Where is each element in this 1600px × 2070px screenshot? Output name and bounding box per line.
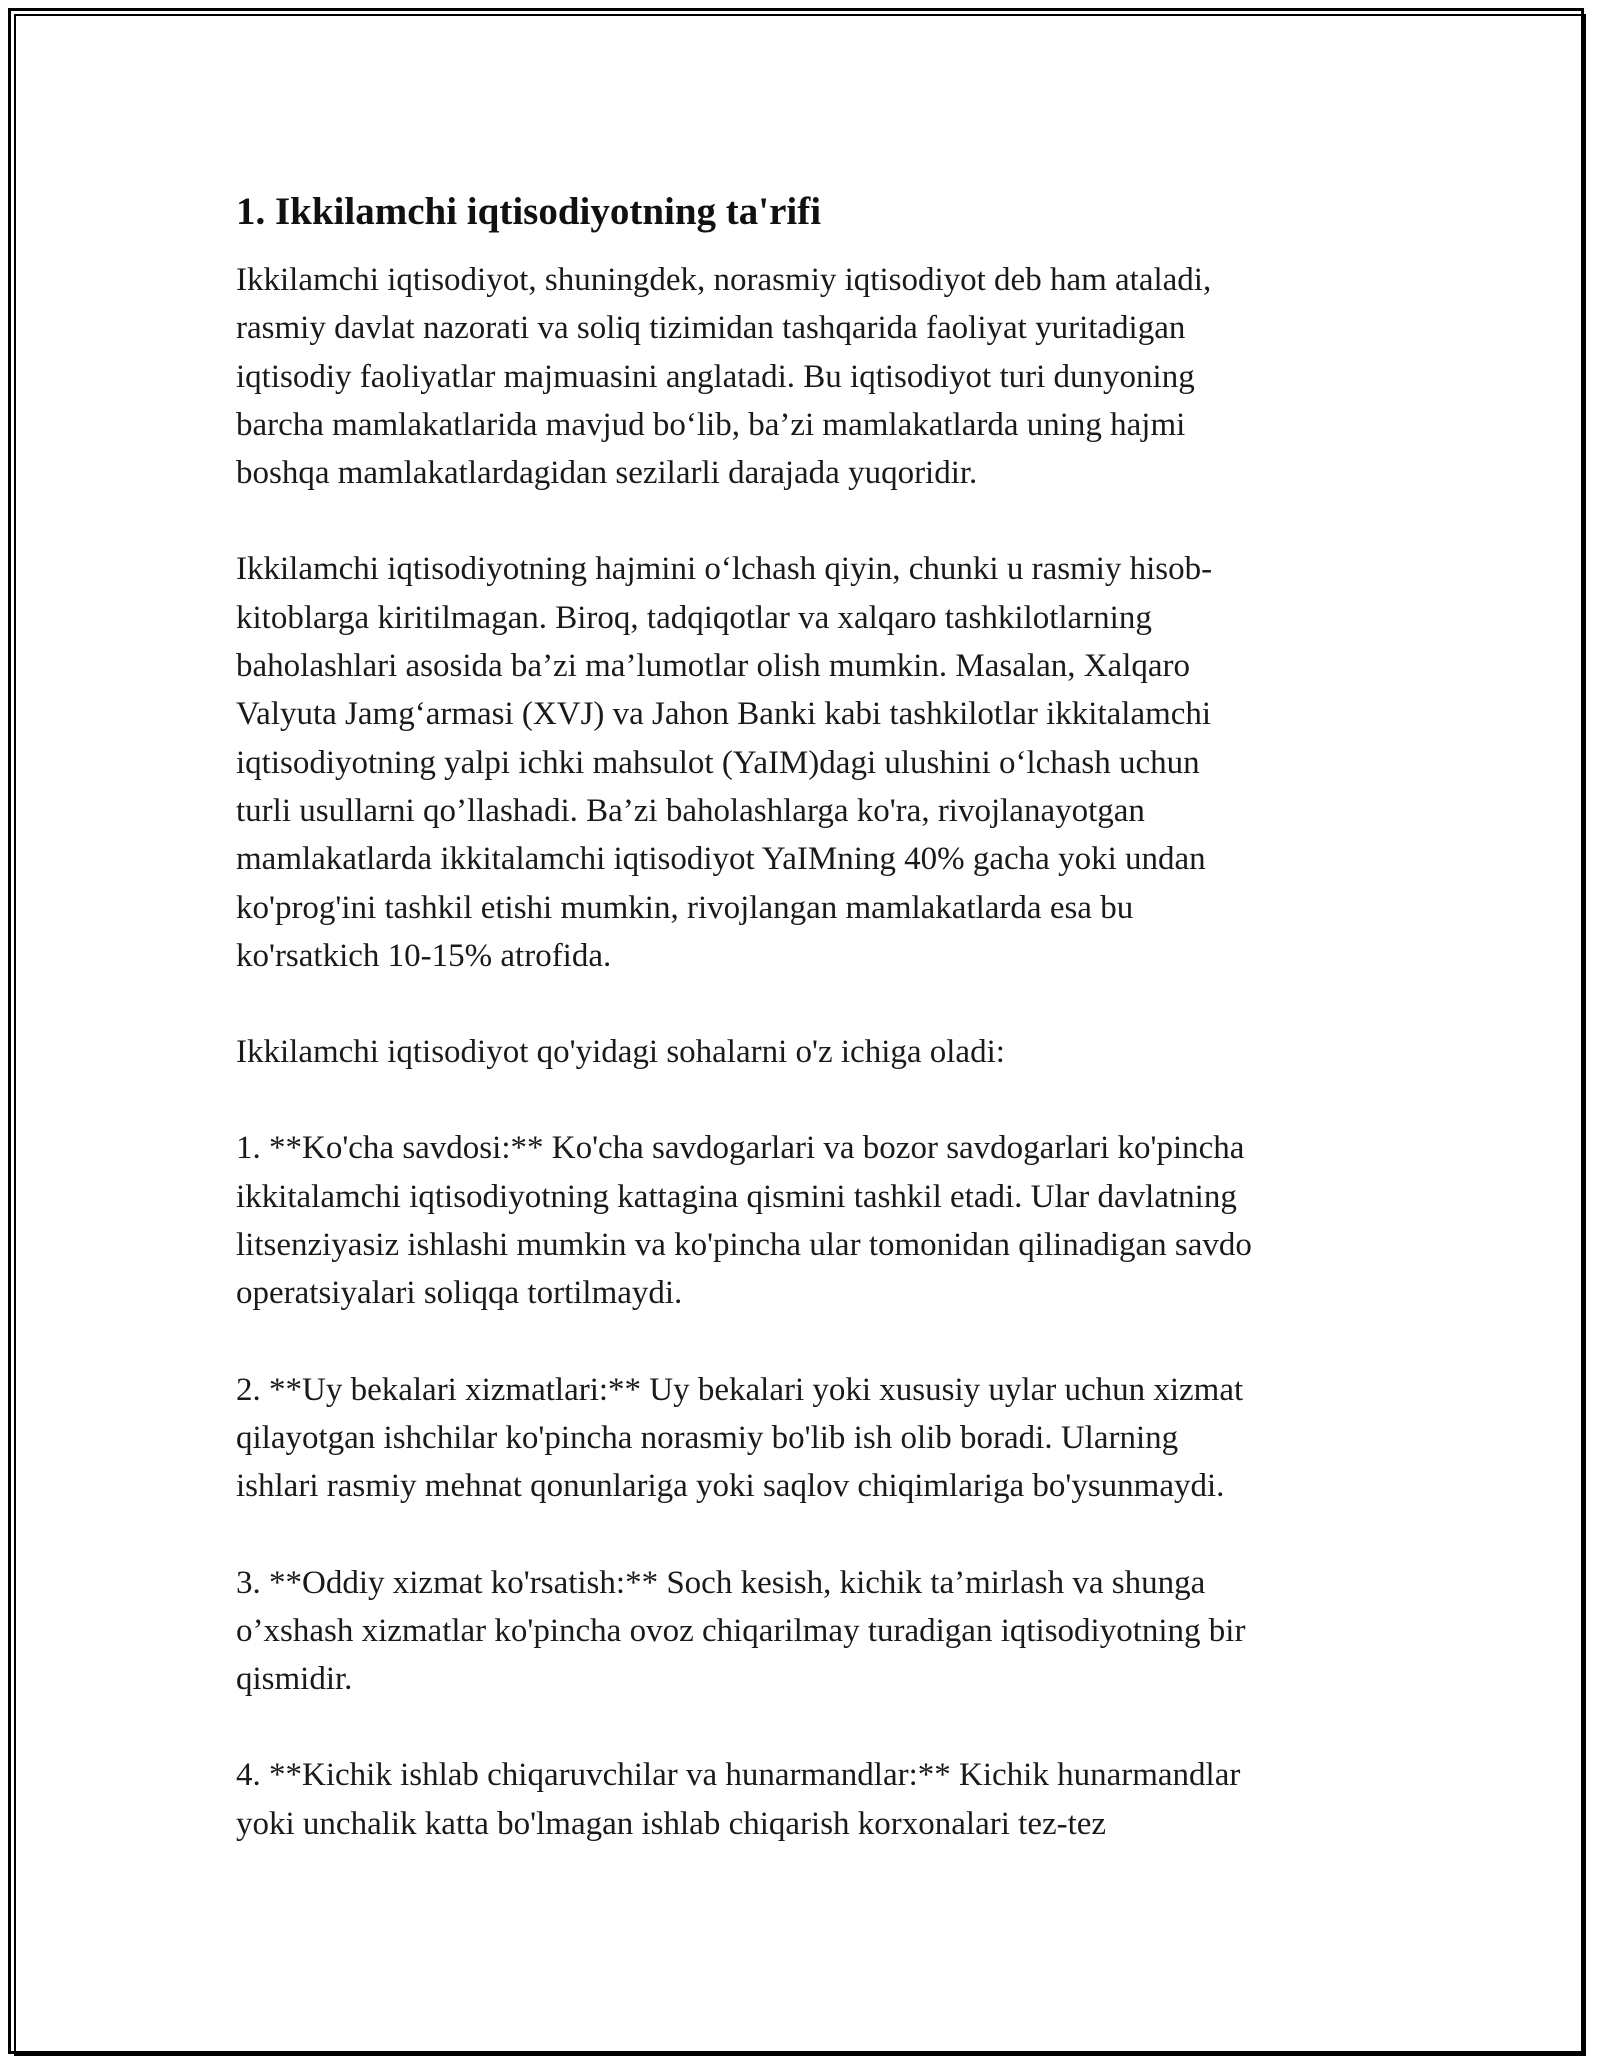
paragraph-line: iqtisodiyotning yalpi ichki mahsulot (YaIM)dagi ulushini o‘lchash uchun: [236, 744, 1200, 781]
paragraph-line: mamlakatlarda ikkitalamchi iqtisodiyot YaIMning 40% gacha yoki undan: [236, 841, 1206, 878]
paragraph-line: Ikkilamchi iqtisodiyotning hajmini o‘lchash qiyin, chunki u rasmiy hisob-: [236, 551, 1213, 588]
paragraph-line: qismidir.: [236, 1661, 353, 1698]
paragraph-line: litsenziyasiz ishlashi mumkin va ko'pincha ular tomonidan qilinadigan savdo: [236, 1227, 1252, 1264]
document-body: [236, 188, 1376, 1896]
paragraph-line: 3. **Oddiy xizmat ko'rsatish:** Soch kesish, kichik ta’mirlash va shunga: [236, 1564, 1206, 1601]
paragraph-line: o’xshash xizmatlar ko'pincha ovoz chiqarilmay turadigan iqtisodiyotning bir: [236, 1612, 1246, 1649]
section-heading: 1. Ikkilamchi iqtisodiyotning ta'rifi: [236, 190, 822, 233]
paragraph-line: 1. **Ko'cha savdosi:** Ko'cha savdogarlari va bozor savdogarlari ko'pincha: [236, 1130, 1245, 1167]
paragraph-line: ko'prog'ini tashkil etishi mumkin, rivojlangan mamlakatlarda esa bu: [236, 889, 1134, 926]
paragraph-line: 4. **Kichik ishlab chiqaruvchilar va hunarmandlar:** Kichik hunarmandlar: [236, 1757, 1241, 1794]
paragraph-line: ishlari rasmiy mehnat qonunlariga yoki saqlov chiqimlariga bo'ysunmaydi.: [236, 1468, 1225, 1505]
paragraph: [236, 545, 1376, 980]
paragraph-line: iqtisodiy faoliyatlar majmuasini anglatadi. Bu iqtisodiyot turi dunyoning: [236, 358, 1195, 395]
paragraph-line: ikkitalamchi iqtisodiyotning kattagina qismini tashkil etadi. Ular davlatning: [236, 1178, 1237, 1215]
paragraph-line: yoki unchalik katta bo'lmagan ishlab chiqarish korxonalari tez-tez: [236, 1805, 1107, 1842]
paragraph-line: kitoblarga kiritilmagan. Biroq, tadqiqotlar va xalqaro tashkilotlarning: [236, 599, 1152, 636]
paragraph-line: qilayotgan ishchilar ko'pincha norasmiy bo'lib ish olib boradi. Ularning: [236, 1419, 1179, 1456]
paragraph: [236, 1751, 1376, 1848]
paragraph-line: turli usullarni qo’llashadi. Ba’zi baholashlarga ko'ra, rivojlanayotgan: [236, 792, 1145, 829]
paragraph: [236, 1366, 1376, 1511]
paragraph: [236, 1124, 1376, 1317]
paragraph-line: Valyuta Jamg‘armasi (XVJ) va Jahon Banki kabi tashkilotlar ikkitalamchi: [236, 696, 1212, 733]
paragraph: [236, 1028, 1376, 1076]
paragraph-line: barcha mamlakatlarida mavjud bo‘lib, ba’zi mamlakatlarda uning hajmi: [236, 406, 1186, 443]
paragraph-line: boshqa mamlakatlardagidan sezilarli darajada yuqoridir.: [236, 455, 978, 492]
paragraph-line: rasmiy davlat nazorati va soliq tizimidan tashqarida faoliyat yuritadigan: [236, 310, 1186, 347]
paragraph: [236, 256, 1376, 497]
paragraph-line: operatsiyalari soliqqa tortilmaydi.: [236, 1275, 683, 1312]
paragraph: [236, 1559, 1376, 1704]
paragraph-line: 2. **Uy bekalari xizmatlari:** Uy bekalari yoki xususiy uylar uchun xizmat: [236, 1371, 1244, 1408]
paragraph-line: Ikkilamchi iqtisodiyot qo'yidagi sohalarni o'z ichiga oladi:: [236, 1034, 1005, 1071]
paragraph-container: [236, 256, 1376, 1848]
paragraph-line: baholashlari asosida ba’zi ma’lumotlar olish mumkin. Masalan, Xalqaro: [236, 648, 1191, 685]
paragraph-line: ko'rsatkich 10-15% atrofida.: [236, 937, 612, 974]
paragraph-line: Ikkilamchi iqtisodiyot, shuningdek, norasmiy iqtisodiyot deb ham ataladi,: [236, 262, 1212, 298]
